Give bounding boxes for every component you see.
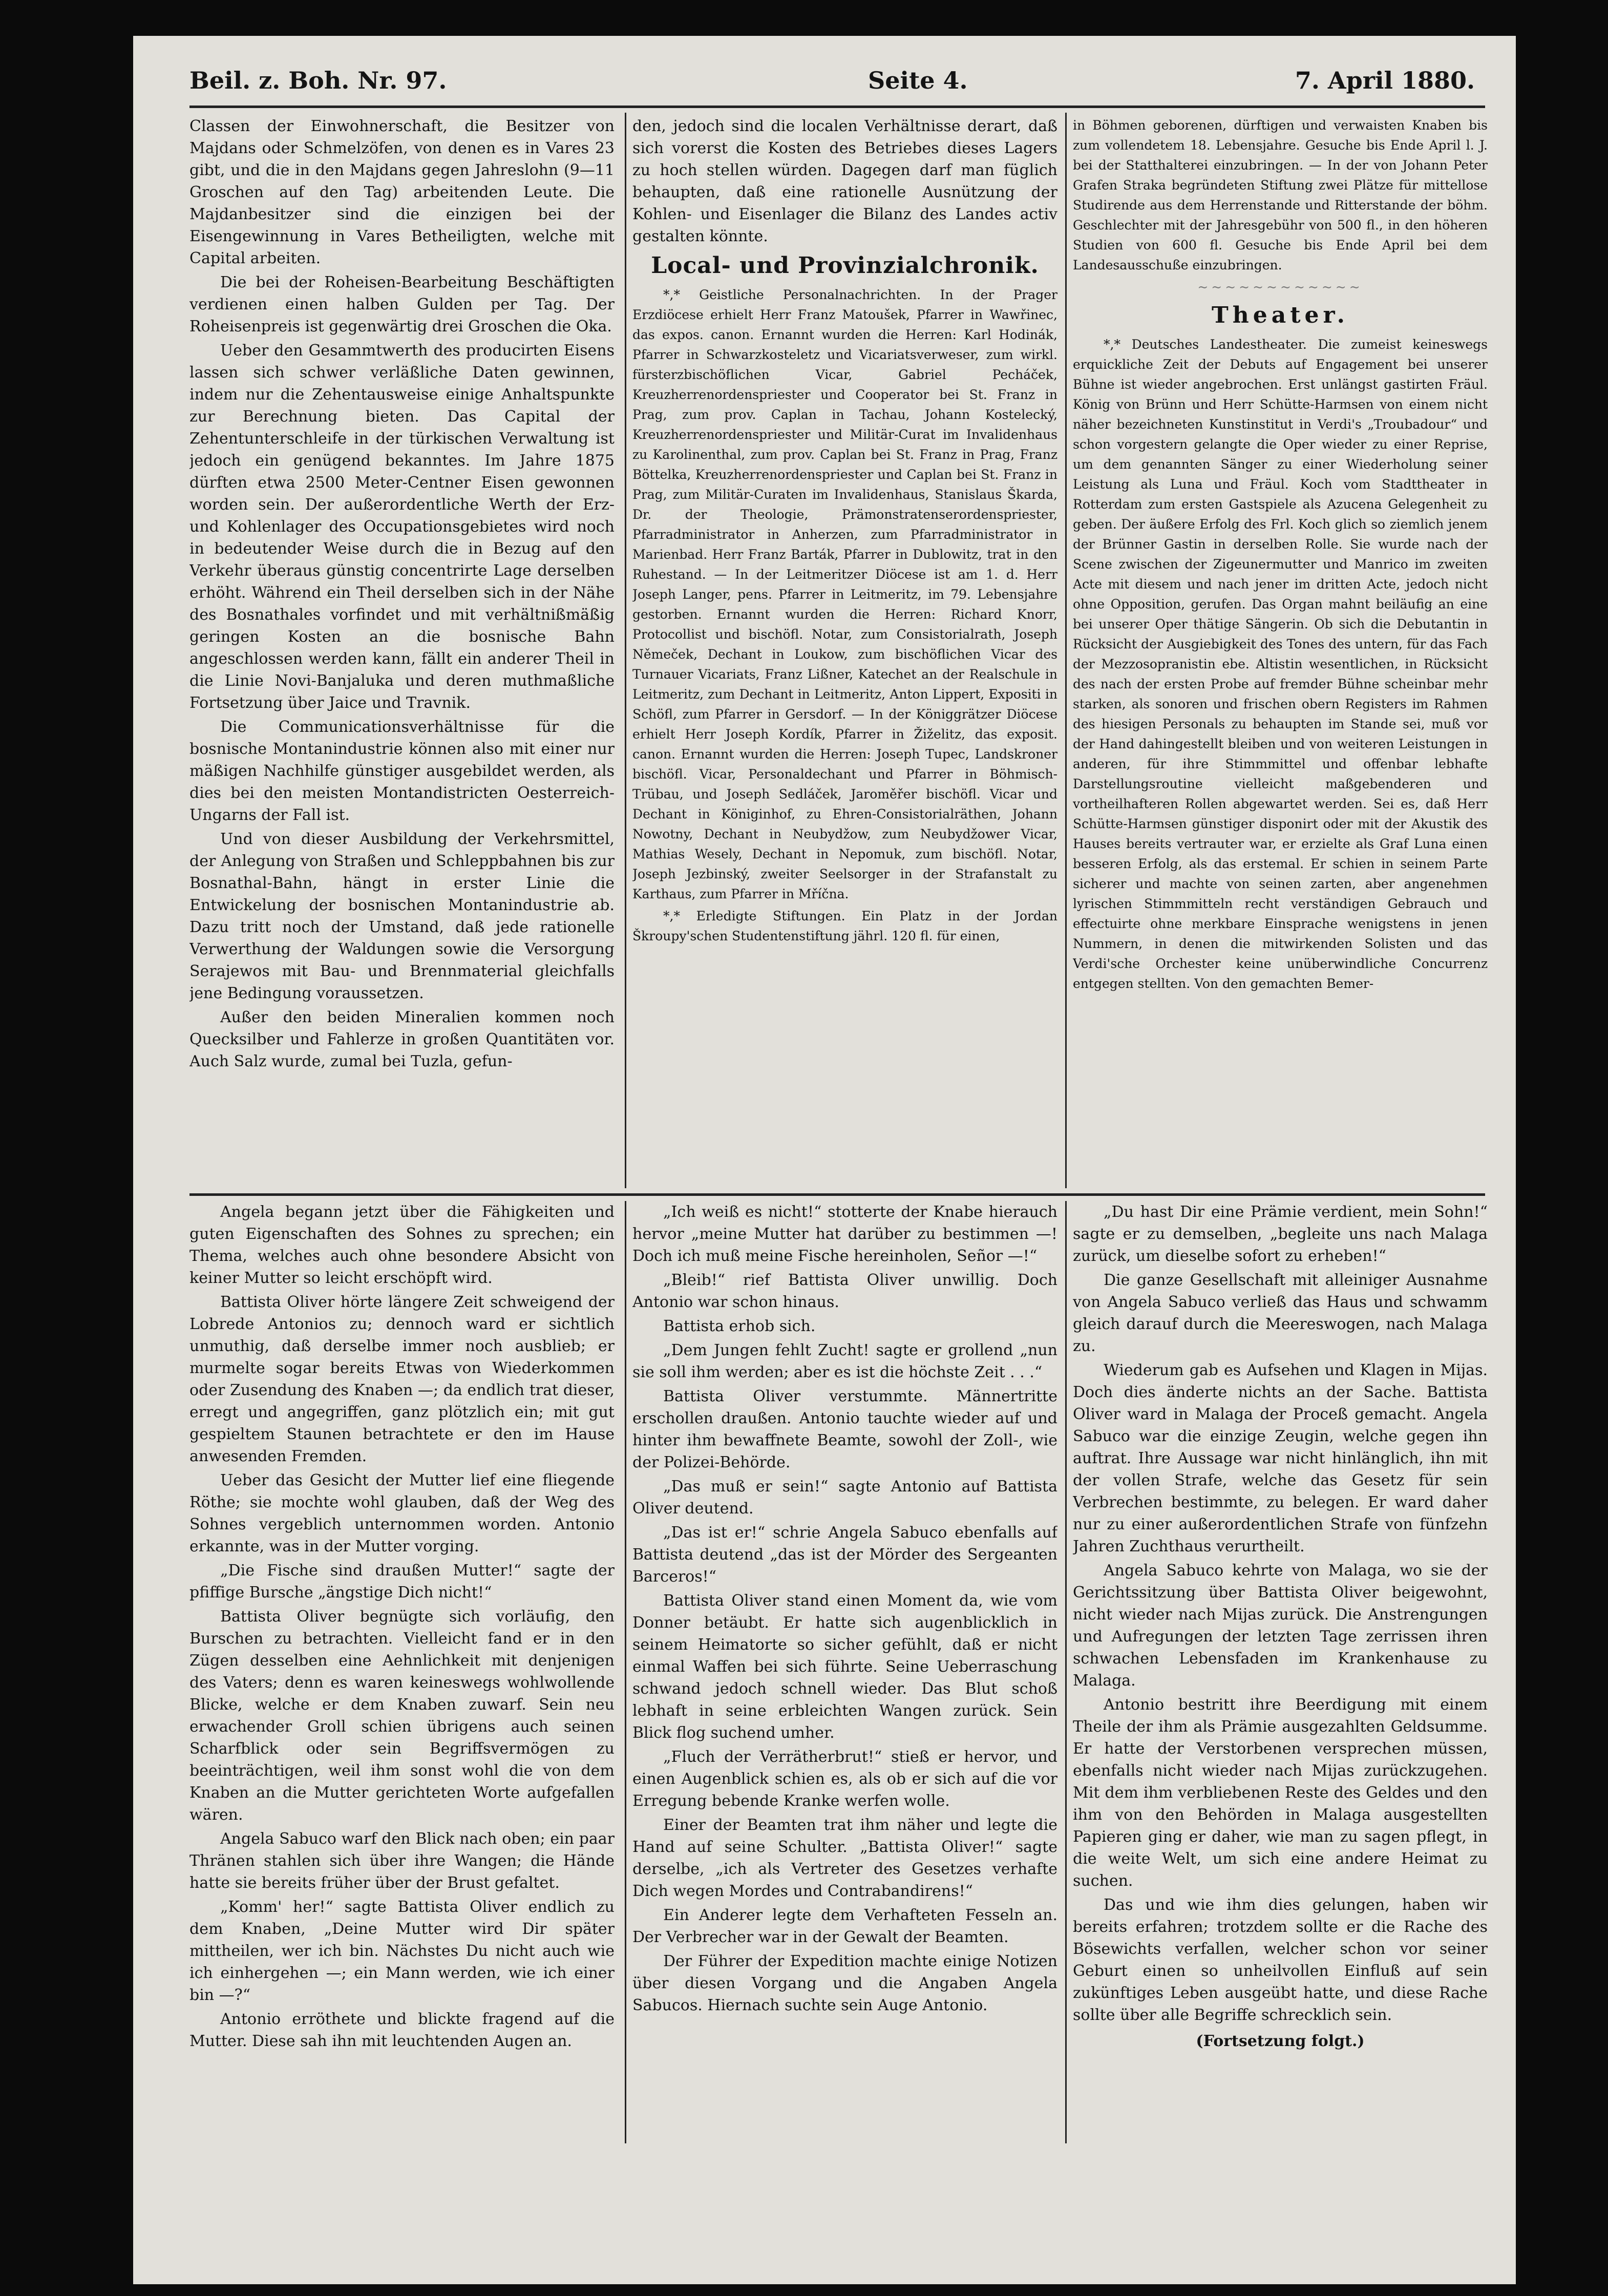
story-paragraph: Wiederum gab es Aufsehen und Klagen in Mijas. Doch dies änderte nichts an der Sache. Battista Oliver ward in Malaga der Proceß gemacht. Angela Sabuco war die einzige Zeugin, welche gegen ihn auftrat. Ihre Aussage war nicht hinlänglich, ihn mit der vollen Strafe, welche das Gesetz für sein Verbrechen bestimmte, zu belegen. Er ward daher nur zu einer außerordentlichen Strafe von fünfzehn Jahren Zuchthaus verurtheilt. xyxy=(1073,1361,1488,1555)
story-paragraph: Battista Oliver verstummte. Männertritte erschollen draußen. Antonio tauchte wieder auf und hinter ihm bewaffnete Beamte, sowohl der Zoll-, wie der Polizei-Behörde. xyxy=(632,1387,1057,1471)
feuilleton-rule xyxy=(189,1193,1485,1196)
story-paragraph: „Dem Jungen fehlt Zucht! sagte er grollend „nun sie soll ihm werden; aber es ist die höchste Zeit . . .“ xyxy=(632,1341,1057,1381)
story-paragraph: Angela begann jetzt über die Fähigkeiten und guten Eigenschaften des Sohnes zu sprechen; ein Thema, welches auch ohne besondere Absicht von keiner Mutter so leicht erschöpft wird. xyxy=(189,1203,615,1287)
paragraph: Außer den beiden Mineralien kommen noch Quecksilber und Fahlerze in großen Quantitäten vor. Auch Salz wurde, zumal bei Tuzla, gefun- xyxy=(189,1008,615,1070)
story-paragraph: „Du hast Dir eine Prämie verdient, mein Sohn!“ sagte er zu demselben, „begleite uns nach Malaga zurück, um dieselbe sofort zu erheben!“ xyxy=(1073,1203,1488,1265)
story-paragraph: Ein Anderer legte dem Verhafteten Fesseln an. Der Verbrecher war in der Gewalt der Beamten. xyxy=(632,1906,1057,1946)
story-column-1 xyxy=(189,1201,615,2154)
story-paragraph: „Die Fische sind draußen Mutter!“ sagte der pfiffige Bursche „ängstige Dich nicht!“ xyxy=(189,1562,615,1602)
section-heading-theater: Theater. xyxy=(1211,302,1349,328)
story-paragraph: Battista Oliver hörte längere Zeit schweigend der Lobrede Antonios zu; dennoch ward er sichtlich unmuthig, daß derselbe immer noch ausblieb; er murmelte sogar bereits Etwas von Wiederkommen oder Zusendung des Knaben —; da endlich trat dieser, erregt und angegriffen, ganz plötzlich ein; mit gut gespieltem Staunen betrachtete er den im Hause anwesenden Fremden. xyxy=(189,1293,615,1465)
story-paragraph: Angela Sabuco kehrte von Malaga, wo sie der Gerichtssitzung über Battista Oliver beigewohnt, nicht wieder nach Mijas zurück. Die Anstrengungen und Aufregungen der letzten Tage zerrissen ihren schwachen Lebensfaden im Krankenhause zu Malaga. xyxy=(1073,1562,1488,1690)
column-divider xyxy=(625,1201,626,2143)
story-paragraph: Ueber das Gesicht der Mutter lief eine fliegende Röthe; sie mochte wohl glauben, daß der Weg des Sohnes vergeblich unternommen worden. Antonio erkannte, was in der Mutter vorging. xyxy=(189,1471,615,1555)
paragraph: Und von dieser Ausbildung der Verkehrsmittel, der Anlegung von Straßen und Schleppbahnen bis zur Bosnathal-Bahn, hängt in erster Linie die Entwickelung der bosnischen Montanindustrie ab. Dazu tritt noch der Umstand, daß jede rationelle Verwerthung der Waldungen sowie die Versorgung Serajewos mit Bau- und Brennmaterial gleichfalls jene Bedingung voraussetzen. xyxy=(189,830,615,1002)
story-paragraph: Die ganze Gesellschaft mit alleiniger Ausnahme von Angela Sabuco verließ das Haus und schwamm gleich darauf durch die Meereswogen, nach Malaga zu. xyxy=(1073,1271,1488,1355)
story-paragraph: „Das ist er!“ schrie Angela Sabuco ebenfalls auf Battista deutend „das ist der Mörder des Sergeanten Barceros!“ xyxy=(632,1524,1057,1586)
story-paragraph: Battista Oliver begnügte sich vorläufig, den Burschen zu betrachten. Vielleicht fand er in den Zügen desselben eine Aehnlichkeit mit denjenigen des Vaters; denn es waren keineswegs wohlwollende Blicke, welche er dem Knaben zuwarf. Sein neu erwachender Groll schien übrigens auch seinen Scharfblick oder sein Begriffsvermögen zu beeinträchtigen, weil ihm sonst wohl die von dem Knaben an die Mutter gerichteten Worte aufgefallen wären. xyxy=(189,1608,615,1824)
story-paragraph: „Komm' her!“ sagte Battista Oliver endlich zu dem Knaben, „Deine Mutter wird Dir später mittheilen, wer ich bin. Nächstes Du nicht auch wie ich einhergehen —; ein Mann werden, wie ich einer bin —?“ xyxy=(189,1898,615,2004)
article-column-3 xyxy=(1073,115,1488,1188)
issue-label: Beil. z. Boh. Nr. 97. xyxy=(189,67,447,94)
story-paragraph: Der Führer der Expedition machte einige Notizen über diesen Vorgang und die Angaben Angela Sabucos. Hiernach suchte sein Auge Antonio. xyxy=(632,1952,1057,2014)
paragraph: Classen der Einwohnerschaft, die Besitzer von Majdans oder Schmelzöfen, von denen es in Vares 23 gibt, und die in den Majdans gegen Jahreslohn (9—11 Groschen auf den Tag) arbeitenden Leute. Die Majdanbesitzer sind die einzigen bei der Eisengewinnung in Vares Betheiligten, welche mit Capital arbeiten. xyxy=(189,117,615,267)
story-paragraph: „Ich weiß es nicht!“ stotterte der Knabe hierauch hervor „meine Mutter hat darüber zu bestimmen —! Doch ich muß meine Fische hereinholen, Señor —!“ xyxy=(632,1203,1057,1265)
to-be-continued-note: (Fortsetzung folgt.) xyxy=(1196,2032,1365,2050)
article-column-1 xyxy=(189,115,615,1188)
review-paragraph: *,* Deutsches Landestheater. Die zumeist keineswegs erquickliche Zeit der Debuts auf Engagement bei unserer Bühne ist wieder angebrochen. Erst unlängst gastirten Fräul. König von Brünn und Herr Schütte-Harmsen von einem nicht näher bezeichneten Kunstinstitut in Verdi's „Troubadour“ und schon vorgestern gelangte die Oper wieder zu einer Reprise, um dem genannten Sänger zu einer Wiederholung seiner Leistung als Luna und Fräul. Koch vom Stadttheater in Rotterdam zum ersten Gastspiele als Azucena Gelegenheit zu geben. Der äußere Erfolg des Frl. Koch glich so ziemlich jenem der Brünner Gastin in derselben Rolle. Sie wurde nach der Scene zwischen der Zigeunermutter und Manrico im zweiten Acte mit diesem und nach jener im dritten Acte, jedoch nicht ohne Opposition, gerufen. Das Organ mahnt beiläufig an eine bei unserer Oper thätige Sängerin. Ob sich die Debutantin in Rücksicht der Ausgiebigkeit des Tones des untern, für das Fach der Mezzosopranistin ebe. Altistin wesentlichen, in Rücksicht des nach der ersten Probe auf fremder Bühne scheinbar mehr starken, als sonoren und frischen obern Registers im Rahmen des hiesigen Personals zu behaupten im Stande sei, muß vor der Hand dahingestellt bleiben und von weiteren Leistungen in anderen, für ihre Stimmmittel und offenbar lebhafte Darstellungsroutine vielleicht maßgebenderen und vortheilhafteren Rollen abgewartet werden. Sei es, daß Herr Schütte-Harmsen günstiger disponirt oder mit der Akustik des Hauses bereits vertrauter war, er erzielte als Graf Luna einen besseren Erfolg, als das erstemal. Er schien in seinem Parte sicherer und machte von seinen zarten, aber angenehmen lyrischen Stimmmitteln recht verständigen Gebrauch und effectuirte ohne merkbare Einsprache wenigstens in jenen Nummern, in denen die mitwirkenden Solisten und das Verdi'sche Orchester keine unüberwindliche Concurrenz entgegen stellten. Von den gemachten Bemer- xyxy=(1073,337,1488,991)
column-divider xyxy=(625,113,626,1188)
section-heading-local-chronicle: Local- und Provinzialchronik. xyxy=(651,252,1039,279)
story-paragraph: Battista Oliver stand einen Moment da, wie vom Donner betäubt. Er hatte sich augenblicklich in seinem Heimatorte so sicher gefühlt, daß er nicht einmal Waffen bei sich führte. Seine Ueberraschung schwand jedoch schnell wieder. Das Blut schoß lebhaft in seine erbleichten Wangen zurück. Sein Blick flog suchend umher. xyxy=(632,1592,1057,1742)
paragraph: Die bei der Roheisen-Bearbeitung Beschäftigten verdienen einen halben Gulden per Tag. Der Roheisenpreis ist gegenwärtig drei Groschen die Oka. xyxy=(189,273,615,335)
story-paragraph: Einer der Beamten trat ihm näher und legte die Hand auf seine Schulter. „Battista Oliver!“ sagte derselbe, „ich als Vertreter des Gesetzes verhafte Dich wegen Mordes und Contrabandirens!“ xyxy=(632,1816,1057,1900)
story-paragraph: Antonio bestritt ihre Beerdigung mit einem Theile der ihm als Prämie ausgezahlten Geldsumme. Er hatte der Verstorbenen versprechen müssen, ebenfalls nicht wieder nach Mijas zurückzugehen. Mit dem ihm verbliebenen Reste des Geldes und den ihm von den Behörden in Malaga ausgestellten Papieren ging er daher, wie man zu sagen pflegt, in die weite Welt, um sich eine andere Heimat zu suchen. xyxy=(1073,1696,1488,1890)
story-column-3 xyxy=(1073,1201,1488,2154)
page-number: Seite 4. xyxy=(868,67,968,94)
story-paragraph: „Bleib!“ rief Battista Oliver unwillig. Doch Antonio war schon hinaus. xyxy=(632,1271,1057,1311)
story-paragraph: „Fluch der Verrätherbrut!“ stieß er hervor, und einen Augenblick schien es, als ob er sich auf die vor Erregung bebende Kranke werfen wolle. xyxy=(632,1748,1057,1810)
story-column-2 xyxy=(632,1201,1057,2154)
story-paragraph: „Das muß er sein!“ sagte Antonio auf Battista Oliver deutend. xyxy=(632,1478,1057,1518)
paragraph: Die Communicationsverhältnisse für die bosnische Montanindustrie können also mit einer nur mäßigen Nachhilfe günstiger ausgebildet werden, als dies bei den meisten Montandistricten Oesterreich-Ungarns der Fall ist. xyxy=(189,718,615,824)
ornament-divider: ~~~~~~~~~~~~ xyxy=(1197,280,1363,294)
story-paragraph: Antonio erröthete und blickte fragend auf die Mutter. Diese sah ihn mit leuchtenden Augen an. xyxy=(189,2010,615,2050)
column-divider xyxy=(1065,113,1067,1188)
issue-date: 7. April 1880. xyxy=(1295,67,1475,94)
paragraph: den, jedoch sind die localen Verhältnisse derart, daß sich vorerst die Kosten des Betriebes dieses Lagers zu hoch stellen würden. Dagegen darf man füglich behaupten, daß eine rationelle Ausnützung der Kohlen- und Eisenlager die Bilanz des Landes activ gestalten könnte. xyxy=(632,117,1057,245)
news-item: *,* Geistliche Personalnachrichten. In der Prager Erzdiöcese erhielt Herr Franz Matoušek, Pfarrer in Wawřinec, das expos. canon. Ernannt wurden die Herren: Karl Hodinák, Pfarrer in Schwarzkosteletz und Vicariatsverweser, zum wirkl. fürsterzbischöflichen Vicar, Gabriel Pecháček, Kreuzherrenordenspriester und Cooperator bei St. Franz in Prag, zum prov. Caplan in Tachau, Johann Kostelecký, Kreuzherrenordenspriester und Militär-Curat im Invalidenhaus zu Karolinenthal, zum prov. Caplan bei St. Franz in Prag, Franz Böttelka, Kreuzherrenordenspriester und Caplan bei St. Franz in Prag, zum Militär-Curaten im Invalidenhaus, Stanislaus Škarda, Dr. der Theologie, Prämonstratenserordenspriester, Pfarradministrator in Anherzen, zum Pfarradministrator in Marienbad. Herr Franz Barták, Pfarrer in Dublowitz, trat in den Ruhestand. — In der Leitmeritzer Diöcese ist am 1. d. Herr Joseph Langer, pens. Pfarrer in Leitmeritz, im 79. Lebensjahre gestorben. Ernannt wurden die Herren: Richard Knorr, Protocollist und bischöfl. Notar, zum Consistorialrath, Joseph Němeček, Dechant in Loukow, zum bischöflichen Vicar des Turnauer Vicariats, Franz Lißner, Katechet an der Realschule in Leitmeritz, zum Dechant in Leitmeritz, Anton Lippert, Expositi in Schöfl, zum Pfarrer in Gersdorf. — In der Königgrätzer Diöcese erhielt Herr Joseph Kordík, Pfarrer in Žiželitz, das exposit. canon. Ernannt wurden die Herren: Joseph Tupec, Landskroner bischöfl. Vicar, Personaldechant und Pfarrer in Böhmisch-Trübau, und Joseph Sedláček, Jaroměřer bischöfl. Vicar und Dechant in Königinhof, zu Ehren-Consistorialräthen, Johann Nowotny, Dechant in Neubydžow, zum Neubydžower Vicar, Mathias Wesely, Dechant in Nepomuk, zum bischöfl. Notar, Joseph Jezbinský, zweiter Seelsorger in der Strafanstalt zu Karthaus, zum Pfarrer in Mříčna. xyxy=(632,287,1057,901)
story-paragraph: Das und wie ihm dies gelungen, haben wir bereits erfahren; trotzdem sollte er die Rache des Bösewichts verfallen, welcher schon vor seiner Geburt einen so unheilvollen Einfluß auf sein zukünftiges Leben ausgeübt hatte, und diese Rache sollte über alle Begriffe schrecklich sein. xyxy=(1073,1896,1488,2024)
column-divider xyxy=(1065,1201,1067,2143)
story-paragraph: Angela Sabuco warf den Blick nach oben; ein paar Thränen stahlen sich über ihre Wangen; die Hände hatte sie bereits früher über der Brust gefaltet. xyxy=(189,1830,615,1892)
news-item: in Böhmen geborenen, dürftigen und verwaisten Knaben bis zum vollendetem 18. Lebensjahre. Gesuche bis Ende April l. J. bei der Statthalterei einzubringen. — In der von Johann Peter Grafen Straka begründeten Stiftung zwei Plätze für mittellose Studirende aus dem Herrenstande und Ritterstande der böhm. Geschlechter mit der Jahresgebühr von 500 fl., in den höheren Studien von 600 fl. Gesuche bis Ende April bei dem Landesausschuße einzubringen. xyxy=(1073,118,1488,272)
page-header xyxy=(189,67,1485,108)
header-rule xyxy=(189,106,1485,108)
news-item: *,* Erledigte Stiftungen. Ein Platz in der Jordan Škroupy'schen Studentenstiftung jährl. 120 fl. für einen, xyxy=(632,909,1057,943)
story-paragraph: Battista erhob sich. xyxy=(663,1317,816,1335)
article-column-2 xyxy=(632,115,1057,1188)
paragraph: Ueber den Gesammtwerth des producirten Eisens lassen sich schwer verläßliche Daten gewinnen, indem nur die Zehentausweise einige Anhaltspunkte zur Berechnung bieten. Das Capital der Zehentunterschleife in der türkischen Verwaltung ist jedoch ein genügend bekanntes. Im Jahre 1875 dürften etwa 2500 Meter-Centner Eisen gewonnen worden sein. Der außerordentliche Werth der Erz- und Kohlenlager des Occupationsgebietes wird noch in bedeutender Weise durch die in Bezug auf den Verkehr überaus günstig concentrirte Lage derselben erhöht. Während ein Theil derselben sich in der Nähe des Bosnathales vorfindet und mit verhältnißmäßig geringen Kosten an die bosnische Bahn angeschlossen werden kann, fällt ein anderer Theil in die Linie Novi-Banjaluka und deren muthmaßliche Fortsetzung über Jaice und Travnik. xyxy=(189,342,615,712)
